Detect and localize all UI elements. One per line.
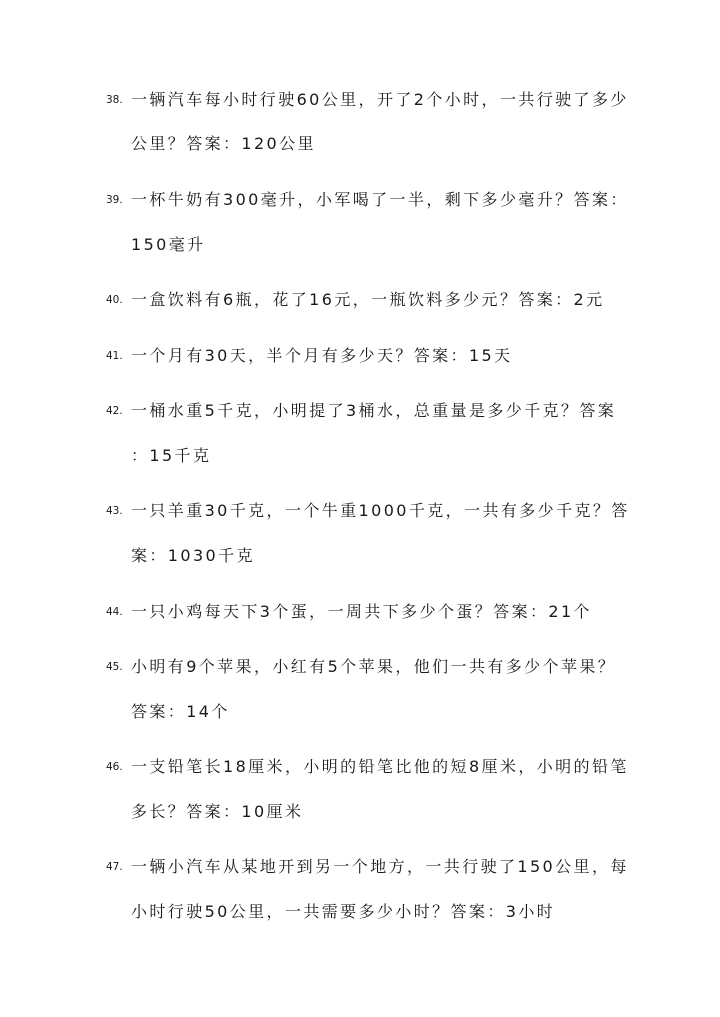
question-text-line: 一杯牛奶有300毫升，小军喝了一半，剩下多少毫升？答案：	[131, 190, 629, 209]
question-text-line: 一个月有30天，半个月有多少天？答案：15天	[131, 346, 513, 365]
question-text-line: 150毫升	[131, 235, 206, 254]
question-number: 40.	[106, 294, 123, 306]
question-text-line: 一桶水重5千克，小明提了3桶水，总重量是多少千克？答案	[131, 401, 617, 420]
question-number: 43.	[106, 505, 123, 517]
question-text-line: 一辆小汽车从某地开到另一个地方，一共行驶了150公里，每	[131, 857, 629, 876]
question-text-line: 案：1030千克	[131, 546, 255, 565]
question-number: 44.	[106, 606, 123, 618]
question-number: 46.	[106, 761, 123, 773]
question-number: 47.	[106, 861, 123, 873]
question-text-line: 小时行驶50公里，一共需要多少小时？答案：3小时	[131, 902, 556, 921]
question-number: 39.	[106, 194, 123, 206]
question-number: 42.	[106, 405, 123, 417]
question-text-line: 答案：14个	[131, 702, 230, 721]
question-number: 38.	[106, 94, 123, 106]
question-text-line: 一只小鸡每天下3个蛋，一周共下多少个蛋？答案：21个	[131, 602, 592, 621]
question-text-line: 一辆汽车每小时行驶60公里，开了2个小时，一共行驶了多少	[131, 90, 629, 109]
question-text-line: 一支铅笔长18厘米，小明的铅笔比他的短8厘米，小明的铅笔	[131, 757, 629, 776]
question-text-line: 多长？答案：10厘米	[131, 802, 304, 821]
question-text-line: 一盒饮料有6瓶，花了16元，一瓶饮料多少元？答案：2元	[131, 290, 605, 309]
question-number: 41.	[106, 350, 123, 362]
question-number: 45.	[106, 661, 123, 673]
question-text-line: 公里？答案：120公里	[131, 134, 316, 153]
question-text-line: 小明有9个苹果，小红有5个苹果，他们一共有多少个苹果？	[131, 657, 617, 676]
question-text-line: ：15千克	[131, 446, 212, 465]
question-text-line: 一只羊重30千克，一个牛重1000千克，一共有多少千克？答	[131, 501, 630, 520]
